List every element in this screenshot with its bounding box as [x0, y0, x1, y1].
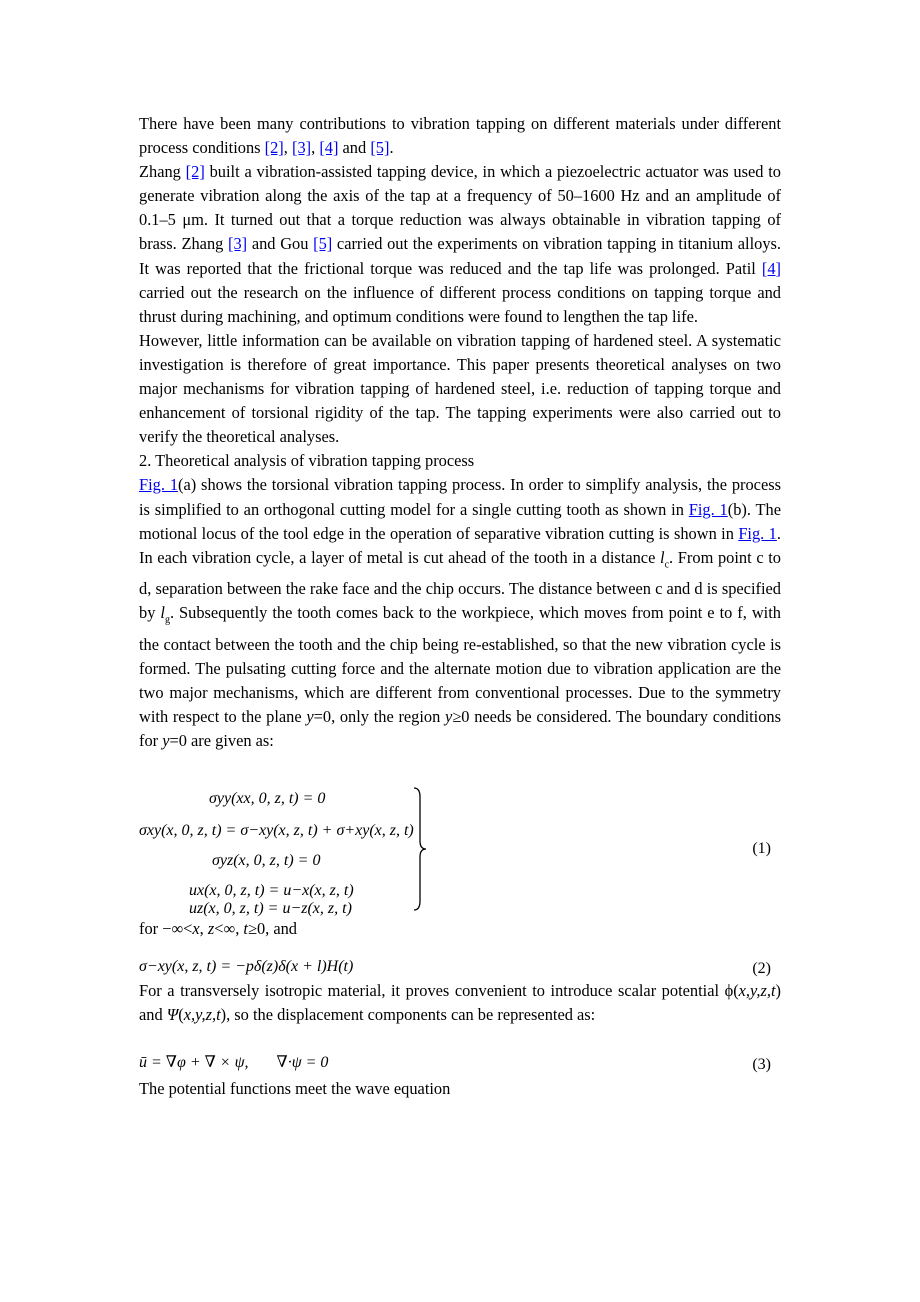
variable: x,y,z,t [183, 1005, 221, 1025]
equation-number: (2) [752, 960, 771, 978]
equation-line: σ−xy(x, z, t) = −pδ(z)δ(x + l)H(t) [139, 958, 354, 976]
variable: t [243, 919, 248, 938]
text: , [311, 138, 320, 158]
citation-link[interactable]: [3] [291, 138, 312, 158]
text: and Gou [247, 234, 314, 254]
text: , [283, 138, 292, 158]
citation-link[interactable]: [2] [264, 138, 284, 158]
text: . From point c to d, separation between the rake face and the chip occurs. The distance between c and d is specified by [139, 547, 782, 623]
variable: y [445, 706, 453, 726]
variable: y [162, 730, 170, 750]
subscript: g [164, 614, 170, 626]
citation-link[interactable]: [5] [370, 138, 390, 158]
text: <∞, [214, 919, 244, 938]
subscript: c [664, 558, 670, 570]
equation-1 [139, 783, 781, 917]
equation-2 [139, 955, 781, 979]
paper-body [139, 112, 781, 1101]
equation-line: uz(x, 0, z, t) = u−z(x, z, t) [189, 900, 352, 917]
equation-line: ū = ∇φ + ∇ × ψ, ∇·ψ = 0 [139, 1054, 329, 1072]
text: for −∞< [139, 919, 193, 938]
text: carried out the experiments on vibration tapping in titanium alloys. It was reported that the frictional torque was reduced and the tap life was prolonged. Patil [139, 234, 781, 278]
text: For a transversely isotropic material, it proves convenient to introduce scalar potential [139, 981, 725, 1001]
figure-link[interactable]: Fig. 1 [139, 475, 179, 495]
variable: x [192, 919, 200, 938]
paragraph-4 [139, 473, 781, 753]
equation-number: (1) [752, 840, 771, 857]
text: (a) shows the torsional vibration tapping process. In order to simplify analysis, the process is simplified to an orthogonal cutting model for a single cutting tooth as shown in [139, 475, 781, 519]
section-heading: 2. Theoretical analysis of vibration tapping process [139, 451, 475, 471]
text: ≥0 needs be considered. The boundary conditions for [139, 706, 781, 750]
text: (b). The motional locus of the tool edge in the operation of separative vibration cutting is shown in [139, 499, 782, 543]
equation-line: σxy(x, 0, z, t) = σ−xy(x, z, t) + σ+xy(x, z, t) [139, 822, 414, 839]
text: . In each vibration cycle, a layer of metal is cut ahead of the tooth in a distance [139, 523, 781, 567]
text: , [199, 919, 208, 938]
citation-link[interactable]: [5] [313, 234, 333, 254]
text: . [389, 138, 394, 158]
text: . Subsequently the tooth comes back to the workpiece, which moves from point e to f, with the contact between the tooth and the chip being re-established, so that the new vibration cycle is formed. The pulsating cutting force and the alternate motion due to vibration application are the two major mechanisms, which are different from conventional processes. Due to the symmetry with respect to the plane [139, 603, 781, 726]
equation-3 [139, 1053, 781, 1077]
equation-line: ux(x, 0, z, t) = u−x(x, z, t) [189, 882, 354, 899]
citation-link[interactable]: [4] [761, 258, 781, 278]
figure-link[interactable]: Fig. 1 [688, 499, 728, 519]
figure-link[interactable]: Fig. 1 [738, 523, 777, 543]
text: and [338, 138, 371, 158]
text: built a vibration-assisted tapping device, in which a piezoelectric actuator was used to generate vibration along the axis of the tap at a frequency of 50–1600 Hz and an amplitude of 0.1–5 μm. It turned out that a torque reduction was always obtainable in vibration tapping of brass. Zhang [139, 162, 781, 254]
text: ), so the displacement components can be represented as: [220, 1005, 596, 1025]
text: ϕ( [724, 981, 739, 1001]
paragraph-3: However, little information can be available on vibration tapping of hardened steel. A systematic investigation is therefore of great importance. This paper presents theoretical analyses on two major mechanisms for vibration tapping of hardened steel, i.e. reduction of tapping torque and enhancement of torsional rigidity of the tap. The tapping experiments were also carried out to verify the theoretical analyses. [139, 330, 781, 447]
text: ) and [139, 981, 781, 1025]
text: =0, only the region [313, 706, 446, 726]
paragraph-1 [139, 112, 781, 160]
variable: l [160, 603, 165, 623]
text: ( [178, 1005, 184, 1025]
right-brace-icon [413, 787, 427, 911]
spacer [139, 753, 781, 777]
citation-link[interactable]: [2] [185, 162, 205, 182]
text: carried out the research on the influence of different process conditions on tapping torque and thrust during machining, and optimum conditions were found to lengthen the tap life. [139, 282, 781, 326]
paragraph-6: The potential functions meet the wave equation [139, 1079, 451, 1099]
variable: Ψ [166, 1005, 179, 1025]
paragraph-2 [139, 160, 781, 329]
equation-number: (3) [752, 1056, 771, 1074]
text: There have been many contributions to vibration tapping on different materials under different process conditions [139, 114, 781, 158]
citation-link[interactable]: [4] [319, 138, 339, 158]
text: =0 are given as: [169, 730, 274, 750]
citation-link[interactable]: [3] [228, 234, 248, 254]
equation-line: σyz(x, 0, z, t) = 0 [212, 852, 321, 869]
equation-line: σyy(xx, 0, z, t) = 0 [209, 790, 326, 807]
text: ≥0, and [247, 919, 298, 938]
variable: y [306, 706, 314, 726]
text: Zhang [139, 162, 186, 182]
variable: z [207, 919, 215, 938]
equation-condition [139, 917, 781, 941]
variable: x,y,z,t [738, 981, 776, 1001]
variable: l [660, 547, 665, 567]
paragraph-5 [139, 979, 781, 1027]
